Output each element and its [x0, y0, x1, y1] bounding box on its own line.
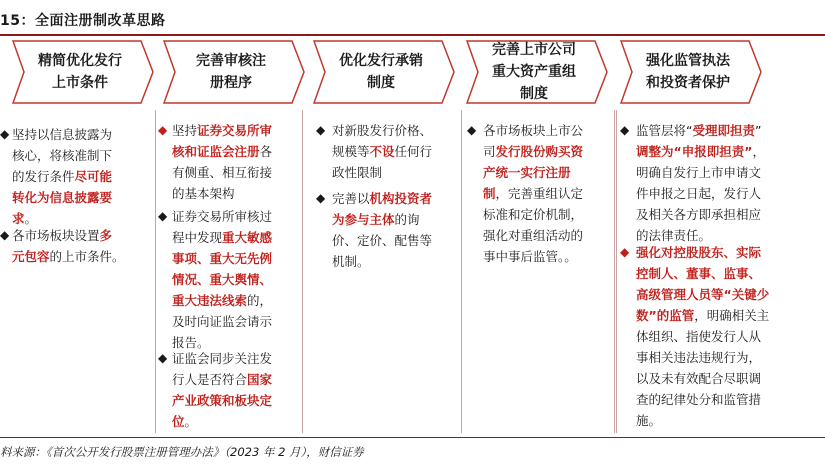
diamond-bullet-icon: ◆ [316, 123, 326, 137]
chevron-label [474, 40, 594, 104]
text-line [636, 326, 769, 347]
bullet-text [12, 225, 125, 267]
text-line [172, 269, 272, 290]
text-line [12, 124, 112, 145]
highlight-text: 多 [99, 228, 113, 243]
chevron-label [628, 40, 748, 104]
body-text: 坚持 [172, 123, 198, 138]
text-line [636, 204, 765, 225]
text-line [172, 141, 272, 162]
text-line [636, 162, 765, 183]
body-text: 规模等 [332, 144, 370, 159]
diamond-bullet-icon: ◆ [0, 228, 10, 242]
text-line [636, 305, 769, 326]
body-text: ，明确相关主 [694, 308, 770, 323]
text-line [172, 120, 272, 141]
highlight-text: 国家 [247, 372, 273, 387]
chevron-label-line: 优化发行承销 [339, 53, 423, 69]
highlight-text: 转化为信息披露要 [12, 190, 113, 205]
body-text: 核心，将核准制下 [12, 148, 113, 163]
chevron-label-line: 重大资产重组 [492, 64, 576, 80]
body-text: 。 [24, 211, 38, 226]
body-text: 对新股发行价格、 [332, 123, 433, 138]
column-4 [463, 110, 615, 435]
diamond-bullet-icon: ◆ [620, 123, 630, 137]
text-line [636, 141, 765, 162]
text-line [172, 369, 272, 390]
body-text: 监管层将“ [636, 123, 693, 138]
text-line [636, 183, 765, 204]
bullet-text [483, 120, 583, 267]
body-text: 司 [483, 144, 496, 159]
highlight-text: 事项、重大无先例 [172, 251, 273, 266]
chevron-label [20, 40, 140, 104]
bullet-text [636, 120, 765, 246]
body-text: 的基本架构 [172, 186, 235, 201]
text-line [332, 120, 432, 141]
text-line [483, 225, 583, 246]
text-line [636, 284, 769, 305]
highlight-text: 不设 [369, 144, 395, 159]
text-line [636, 120, 765, 141]
body-text: 各市场板块设置 [12, 228, 100, 243]
chevron-header-2 [163, 40, 305, 104]
highlight-text: 为参与主体 [332, 212, 395, 227]
text-line [172, 390, 272, 411]
body-text: 及相关各方即承担相应 [636, 207, 762, 222]
text-line [12, 145, 112, 166]
text-line [332, 141, 432, 162]
highlight-text: 控制人、董事、监事、 [636, 266, 762, 281]
body-text: 明确自发行上市申请文 [636, 165, 762, 180]
text-line [172, 162, 272, 183]
chevron-label-line: 和投资者保护 [646, 75, 730, 91]
body-text: 强化对重组活动的 [483, 228, 584, 243]
chevron-label [171, 40, 291, 104]
body-text: ， [752, 144, 765, 159]
body-text: 完善以 [332, 191, 370, 206]
source-note: 料来源：《首次公开发行股票注册管理办法》（2023 年 2 月），财信证券 [0, 445, 364, 459]
body-text: 任何行 [394, 144, 433, 159]
chevron-header-4 [466, 40, 608, 104]
text-line [332, 209, 432, 230]
highlight-text: 元包容 [12, 249, 50, 264]
bullet-text [332, 120, 432, 183]
chevron-header-3 [313, 40, 455, 104]
body-text: 价、定价、配售等 [332, 233, 433, 248]
bullet-text [12, 124, 112, 229]
text-line [172, 206, 272, 227]
text-line [483, 204, 583, 225]
chevron-label-line: 完善上市公司 [492, 42, 576, 58]
body-text: 机制。 [332, 254, 370, 269]
body-text: 证监会同步关注发 [172, 351, 273, 366]
text-line [172, 311, 272, 332]
highlight-text: 高级管理人员等“关键少 [636, 287, 770, 302]
text-line [172, 183, 272, 204]
chevron-label-line: 上市条件 [52, 75, 108, 91]
highlight-text: 核和证监会注册 [172, 144, 260, 159]
body-text: 报告。 [172, 335, 210, 350]
title-bar [0, 0, 825, 36]
body-text: 以及未有效配合尽职调 [636, 371, 762, 386]
highlight-text: 产业政策和板块定 [172, 393, 273, 408]
chevron-label [321, 40, 441, 104]
highlight-text: 调整为“申报即担责” [636, 144, 753, 159]
body-text: 有侧重、相互衔接 [172, 165, 273, 180]
diamond-bullet-icon: ◆ [316, 191, 326, 205]
highlight-text: 重大违法线索 [172, 293, 248, 308]
column-5 [618, 110, 818, 435]
highlight-text: 位 [172, 414, 185, 429]
text-line [636, 368, 769, 389]
body-text: 标准和定价机制， [483, 207, 584, 222]
highlight-text: 证券交易所审 [197, 123, 273, 138]
text-line [332, 230, 432, 251]
highlight-text: 制 [483, 186, 496, 201]
text-line [332, 162, 432, 183]
body-text: 的， [247, 293, 273, 308]
body-text: 的法律责任。 [636, 228, 712, 243]
highlight-text: 数”的监管 [636, 308, 695, 323]
text-line [636, 347, 769, 368]
bullet-text [172, 348, 272, 432]
chevron-header-1 [12, 40, 154, 104]
text-line [483, 120, 583, 141]
diamond-bullet-icon: ◆ [158, 123, 168, 137]
text-line [12, 225, 125, 246]
text-line [483, 246, 583, 267]
text-line [12, 246, 125, 267]
column-2 [156, 110, 302, 435]
highlight-text: 尽可能 [74, 169, 113, 184]
text-line [636, 410, 769, 431]
highlight-text: 产统一实行注册 [483, 165, 571, 180]
body-text: 事中事后监管。。 [483, 249, 577, 264]
body-text: 的发行条件 [12, 169, 75, 184]
chevron-label-line: 制度 [520, 86, 548, 102]
text-line [332, 188, 432, 209]
highlight-text: 情况、重大舆情、 [172, 272, 273, 287]
body-text: 及时向证监会请示 [172, 314, 273, 329]
text-line [483, 162, 583, 183]
body-text: 行人是否符合 [172, 372, 248, 387]
chevron-label-line: 精简优化发行 [38, 53, 122, 69]
body-text: 施。 [636, 413, 662, 428]
diamond-bullet-icon: ◆ [467, 123, 477, 137]
text-line [636, 263, 769, 284]
text-line [483, 183, 583, 204]
text-line [172, 411, 272, 432]
highlight-text: 受理即担责 [692, 123, 755, 138]
body-text: 各市场板块上市公 [483, 123, 584, 138]
body-text: 坚持以信息披露为 [12, 127, 113, 142]
text-line [12, 166, 112, 187]
bullet-text [332, 188, 432, 272]
body-text: 证券交易所审核过 [172, 209, 273, 224]
body-text: ，完善重组认定 [495, 186, 584, 201]
highlight-text: 发行股份购买资 [495, 144, 584, 159]
text-line [172, 290, 272, 311]
diamond-bullet-icon: ◆ [158, 209, 168, 223]
text-line [483, 141, 583, 162]
body-text: ” [755, 123, 762, 138]
body-text: 各 [259, 144, 273, 159]
body-text: 程中发现 [172, 230, 223, 245]
page-title: 15：全面注册制改革思路 [0, 13, 166, 29]
column-3 [312, 110, 462, 435]
text-line [172, 348, 272, 369]
body-text: 的上市条件。 [49, 249, 125, 264]
highlight-text: 强化对控股股东、实际 [636, 245, 762, 260]
chevron-label-line: 强化监管执法 [646, 53, 730, 69]
chevron-label-line: 册程序 [210, 75, 252, 91]
chevron-header-5 [620, 40, 762, 104]
body-text: 政性限制 [332, 165, 383, 180]
body-text: 的询 [394, 212, 420, 227]
body-text: 体组织、指使发行人从 [636, 329, 762, 344]
highlight-text: 重大敏感 [222, 230, 273, 245]
text-line [12, 187, 112, 208]
body-text: 查的纪律处分和监管措 [636, 392, 762, 407]
text-line [636, 389, 769, 410]
diamond-bullet-icon: ◆ [158, 351, 168, 365]
text-line [636, 242, 769, 263]
column-1 [0, 110, 148, 435]
chevron-label-line: 完善审核注 [196, 53, 266, 69]
body-text: 件申报之日起，发行人 [636, 186, 762, 201]
bullet-text [636, 242, 769, 431]
body-text: 事相关违法违规行为， [636, 350, 762, 365]
bottom-rule [0, 437, 825, 438]
diamond-bullet-icon: ◆ [0, 127, 10, 141]
bullet-text [172, 120, 272, 204]
body-text: 。 [184, 414, 198, 429]
diamond-bullet-icon: ◆ [620, 245, 630, 259]
text-line [172, 248, 272, 269]
highlight-text: 求 [12, 211, 25, 226]
text-line [172, 227, 272, 248]
chevron-label-line: 制度 [367, 75, 395, 91]
bullet-text [172, 206, 272, 353]
highlight-text: 机构投资者 [369, 191, 433, 206]
text-line [332, 251, 432, 272]
